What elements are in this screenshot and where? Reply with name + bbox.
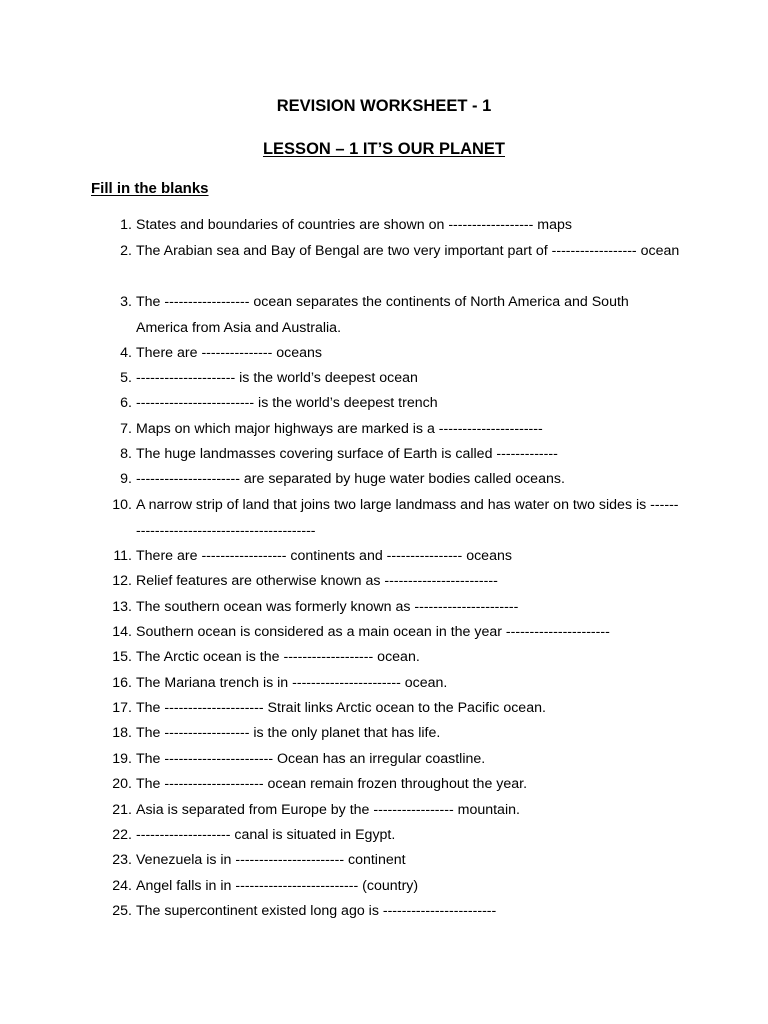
question-text: Relief features are otherwise known as ------------------------ (136, 573, 498, 589)
question-number: 12. (112, 573, 132, 589)
question-text: Asia is separated from Europe by the ----------------- mountain. (136, 802, 520, 818)
question-text: The --------------------- ocean remain frozen throughout the year. (136, 776, 528, 792)
question-text: Southern ocean is considered as a main ocean in the year ---------------------- (136, 624, 610, 640)
question-number: 13. (112, 599, 132, 615)
question-text: The Arabian sea and Bay of Bengal are two very important part of ------------------ ocean (136, 243, 680, 259)
question-text: Angel falls in in -------------------------- (country) (136, 878, 419, 894)
question-text: The ------------------ ocean separates the continents of North America and South America from Asia and Australia. (136, 294, 629, 336)
question-text: -------------------- canal is situated in Egypt. (136, 827, 396, 843)
question-number: 17. (112, 700, 132, 716)
question-text: --------------------- is the world’s deepest ocean (136, 370, 418, 386)
question-number: 11. (113, 548, 132, 564)
question-number: 6. (120, 395, 132, 411)
question-number: 16. (112, 675, 132, 691)
question-text: The --------------------- Strait links Arctic ocean to the Pacific ocean. (136, 700, 546, 716)
question-number: 23. (112, 852, 132, 868)
question-number: 1. (120, 217, 132, 233)
question-text: Maps on which major highways are marked is a ---------------------- (136, 421, 543, 437)
question-text: The Mariana trench is in ----------------------- ocean. (136, 675, 448, 691)
question-number: 8. (120, 446, 132, 462)
question-text: The supercontinent existed long ago is ------------------------ (136, 903, 497, 919)
question-number: 21. (112, 802, 132, 818)
question-text: There are --------------- oceans (136, 345, 323, 361)
question-text: A narrow strip of land that joins two large landmass and has water on two sides is -------------------------------------------- (136, 497, 679, 539)
question-number: 15. (112, 649, 132, 665)
question-text: The ----------------------- Ocean has an irregular coastline. (136, 751, 486, 767)
question-number: 25. (112, 903, 132, 919)
worksheet-title: REVISION WORKSHEET - 1 (276, 97, 492, 115)
question-text: Venezuela is in ----------------------- continent (136, 852, 406, 868)
question-number: 14. (112, 624, 132, 640)
question-number: 7. (120, 421, 132, 437)
question-number: 3. (120, 294, 132, 310)
question-number: 5. (120, 370, 132, 386)
question-text: ------------------------- is the world’s deepest trench (136, 395, 438, 411)
question-text: There are ------------------ continents and ---------------- oceans (136, 548, 512, 564)
section-heading: Fill in the blanks (91, 180, 209, 197)
question-text: States and boundaries of countries are shown on ------------------ maps (136, 217, 573, 233)
lesson-title: LESSON – 1 IT’S OUR PLANET (262, 140, 506, 158)
question-text: The southern ocean was formerly known as ---------------------- (136, 599, 519, 615)
question-number: 24. (112, 878, 132, 894)
question-text: The Arctic ocean is the ------------------- ocean. (136, 649, 420, 665)
question-number: 19. (112, 751, 132, 767)
question-text: ---------------------- are separated by huge water bodies called oceans. (136, 471, 565, 487)
question-number: 9. (120, 471, 132, 487)
question-number: 2. (120, 243, 132, 259)
question-number: 22. (112, 827, 132, 843)
question-number: 20. (112, 776, 132, 792)
question-text: The ------------------ is the only planet that has life. (136, 725, 441, 741)
question-number: 18. (112, 725, 132, 741)
question-number: 10. (112, 497, 132, 513)
question-text: The huge landmasses covering surface of Earth is called ------------- (136, 446, 558, 462)
question-number: 4. (120, 345, 132, 361)
